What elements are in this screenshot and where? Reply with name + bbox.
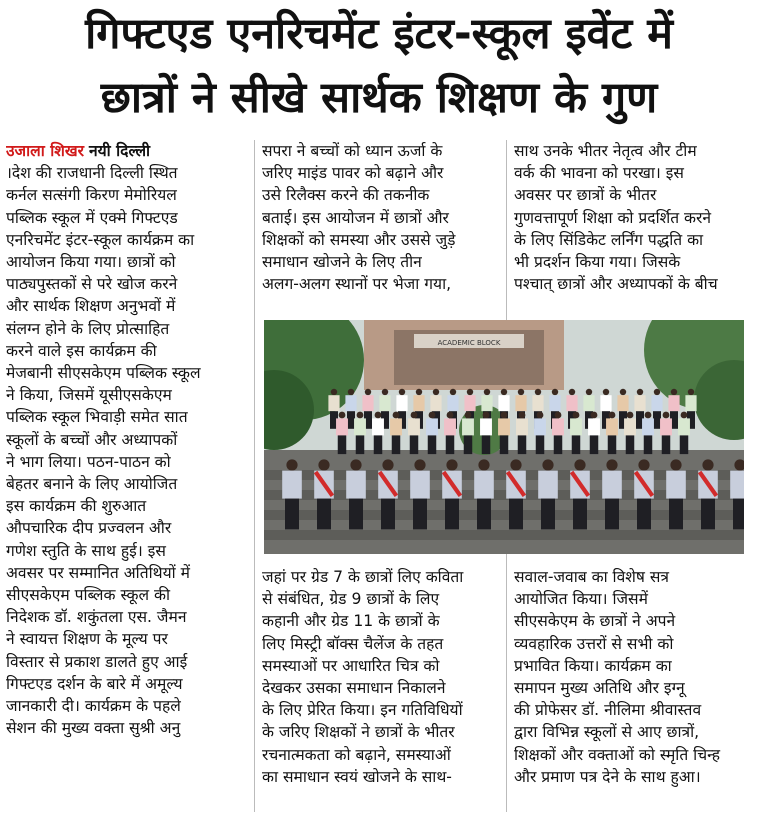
article-column-1 [6, 140, 244, 812]
article-text-line: की प्रोफेसर डॉ. नीलिमा श्रीवास्तव [514, 701, 702, 720]
article-text-line: गिफ्टएड दर्शन के बारे में अमूल्य [6, 674, 183, 693]
article-text-line: भी प्रदर्शन किया गया। जिसके [514, 253, 681, 272]
article-text-line: समाधान खोजने के लिए तीन [262, 253, 422, 272]
article-text-line: इस कार्यक्रम की शुरुआत [6, 497, 147, 516]
article-text-line: कहानी और ग्रेड 11 के छात्रों के [262, 612, 440, 631]
article-text-line: समापन मुख्य अतिथि और इग्नू [514, 679, 685, 698]
article-text-line: गुणवत्तापूर्ण शिक्षा को प्रदर्शित करने [514, 208, 712, 227]
article-text-line: अवसर पर सम्मानित अतिथियों में [6, 563, 190, 582]
article-text-line: एनरिचमेंट इंटर-स्कूल कार्यक्रम का [6, 230, 195, 249]
article-text-line: बेहतर बनाने के लिए आयोजित [6, 475, 178, 494]
article-text-line: लिए मिस्ट्री बॉक्स चैलेंज के तहत [262, 634, 444, 653]
article-text-line: पाठ्यपुस्तकों से परे खोज करने [6, 275, 178, 294]
article-text-line: सवाल-जवाब का विशेष सत्र [514, 568, 669, 586]
article-text-line: ने किया, जिसमें यूसीएसकेएम [6, 386, 172, 405]
article-text-line: समस्याओं पर आधारित चित्र को [262, 656, 440, 675]
article-text-line: बताई। इस आयोजन में छात्रों और [262, 208, 449, 227]
article-text-line: द्वारा विभिन्न स्कूलों से आए छात्रों, [514, 723, 700, 742]
article-text-line: साथ उनके भीतर नेतृत्व और टीम [514, 142, 697, 160]
byline-city: नयी दिल्ली [88, 142, 151, 160]
academic-block-sign: ACADEMIC BLOCK [437, 339, 501, 347]
article-text-line: पश्चात् छात्रों और अध्यापकों के बीच [514, 275, 718, 294]
article-text-line: निदेशक डॉ. शकुंतला एस. जैमन [6, 608, 187, 627]
article-column-3-top [514, 140, 752, 312]
group-photo-illustration [264, 320, 744, 554]
article-text-line: जरिए माइंड पावर को बढ़ाने और [262, 164, 444, 183]
headline-line-2: छात्रों ने सीखे सार्थक शिक्षण के गुण [100, 73, 658, 123]
column-divider [254, 140, 255, 812]
article-text-line: आयोजन किया गया। छात्रों को [6, 253, 176, 272]
byline-source: उजाला शिखर [6, 142, 84, 160]
article-text-line: औपचारिक दीप प्रज्वलन और [6, 519, 172, 538]
article-text-line: मेजबानी सीएसकेएम पब्लिक स्कूल [6, 364, 201, 383]
article-text-line: रचनात्मकता को बढ़ाने, समस्याओं [262, 745, 451, 764]
article-text-line: जहां पर ग्रेड 7 के छात्रों लिए कविता [262, 568, 464, 586]
article-text-line: के जरिए शिक्षकों ने छात्रों के भीतर [262, 723, 455, 742]
article-text-line: पब्लिक स्कूल में एक्मे गिफ्टएड [6, 208, 178, 227]
article-text-line: सेशन की मुख्य वक्ता सुश्री अनु [6, 719, 181, 738]
article-text-line: करने वाले इस कार्यक्रम की [6, 341, 157, 360]
article-text-line: जानकारी दी। कार्यक्रम के पहले [6, 697, 181, 716]
headline-line-1: गिफ्टएड एनरिचमेंट इंटर-स्कूल इवेंट में [85, 9, 673, 59]
event-group-photo [264, 320, 744, 554]
article-text-line: के लिए सिंडिकेट लर्निंग पद्धति का [514, 230, 704, 249]
article-text-line: गणेश स्तुति के साथ हुई। इस [6, 541, 166, 560]
article-text-line: संलग्न होने के लिए प्रोत्साहित [6, 319, 170, 338]
article-text-line: आयोजित किया। जिसमें [514, 590, 648, 609]
article-text-line: अवसर पर छात्रों के भीतर [514, 186, 657, 205]
article-text-line: पब्लिक स्कूल भिवाड़ी समेत सात [6, 408, 188, 427]
article-text-line: ने भाग लिया। पठन-पाठन को [6, 452, 171, 471]
article-text-line: अलग-अलग स्थानों पर भेजा गया, [262, 275, 452, 294]
article-text-line: और प्रमाण पत्र देने के साथ हुआ। [514, 767, 701, 786]
article-text-line: उसे रिलैक्स करने की तकनीक [262, 186, 430, 205]
article-text-line: सीएसकेएम के छात्रों ने अपने [514, 612, 676, 631]
article-text-line: कर्नल सत्संगी किरण मेमोरियल [6, 186, 177, 205]
article-column-3-bottom [514, 566, 752, 812]
article-text-line: स्कूलों के बच्चों और अध्यापकों [6, 430, 178, 449]
article-text-line: सीएसकेएम पब्लिक स्कूल की [6, 586, 171, 605]
article-text-line: शिक्षकों को समस्या और उससे जुड़े [262, 230, 456, 249]
article-text-line: ।देश की राजधानी दिल्ली स्थित [6, 164, 178, 183]
article-column-2-bottom [262, 566, 496, 812]
article-text-line: वर्क की भावना को परखा। इस [514, 164, 684, 183]
article-text-line: शिक्षकों और वक्ताओं को स्मृति चिन्ह [514, 745, 721, 764]
byline [6, 140, 244, 162]
article-column-2-top [262, 140, 496, 312]
article-text-line: व्यवहारिक उत्तरों से सभी को [514, 634, 674, 653]
article-text-line: के लिए प्रेरित किया। इन गतिविधियों [262, 701, 463, 720]
article-text-line: का समाधान स्वयं खोजने के साथ- [262, 767, 452, 786]
article-text-line: ने स्वायत्त शिक्षण के मूल्य पर [6, 630, 168, 649]
article-text-line: विस्तार से प्रकाश डालते हुए आई [6, 652, 188, 671]
article-text-line: सपरा ने बच्चों को ध्यान ऊर्जा के [262, 142, 443, 160]
article-text-line: से संबंधित, ग्रेड 9 छात्रों के लिए [262, 590, 440, 609]
article-text-line: प्रभावित किया। कार्यक्रम का [514, 656, 672, 675]
article-text-line: और सार्थक शिक्षण अनुभवों में [6, 297, 176, 316]
article-text-line: देखकर उसका समाधान निकालने [262, 679, 446, 698]
